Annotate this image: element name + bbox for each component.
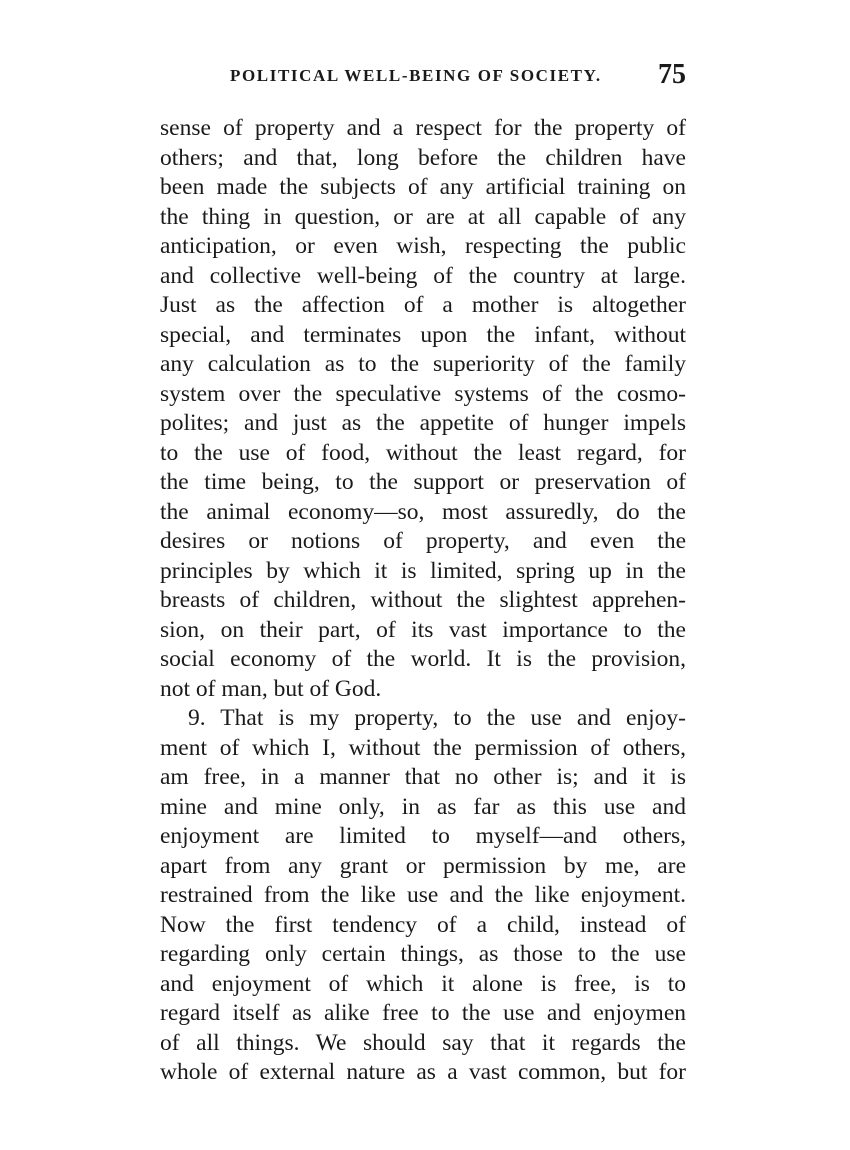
text-line: apart from any grant or permission by me, are <box>160 852 686 879</box>
text-line: Just as the affection of a mother is altogether <box>160 292 686 318</box>
text-line: restrained from the like use and the like enjoyment. <box>160 882 686 908</box>
text-line: system over the speculative systems of the cosmo- <box>160 380 686 407</box>
text-line: and collective well-being of the country at large. <box>160 262 686 289</box>
text-line: sion, on their part, of its vast importance to the <box>160 616 686 643</box>
text-line: the animal economy—so, most assuredly, do the <box>160 498 686 525</box>
paragraph-end-line: not of man, but of God. <box>160 675 382 702</box>
text-line: principles by which it is limited, spring up in the <box>160 557 686 584</box>
body-text <box>160 114 686 1088</box>
text-line: ment of which I, without the permission of others, <box>160 734 686 761</box>
text-line: any calculation as to the superiority of the family <box>160 351 686 377</box>
text-line: been made the subjects of any artificial training on <box>160 174 686 200</box>
text-line: polites; and just as the appetite of hunger impels <box>160 410 686 436</box>
text-line: the thing in question, or are at all capable of any <box>160 203 686 230</box>
text-line: and enjoyment of which it alone is free, is to <box>160 970 686 997</box>
text-line: sense of property and a respect for the property of <box>160 115 686 141</box>
text-line: to the use of food, without the least regard, for <box>160 439 686 466</box>
text-line: enjoyment are limited to myself—and others, <box>160 823 686 849</box>
running-title: POLITICAL WELL-BEING OF SOCIETY. <box>230 66 602 85</box>
text-line: am free, in a manner that no other is; and it is <box>160 764 686 790</box>
text-line: regarding only certain things, as those to the use <box>160 941 686 967</box>
text-line: special, and terminates upon the infant, without <box>160 321 686 348</box>
text-line: desires or notions of property, and even the <box>160 528 686 554</box>
text-line: whole of external nature as a vast common, but for <box>160 1059 686 1085</box>
page-number: 75 <box>658 59 686 90</box>
text-line: breasts of children, without the slightest apprehen- <box>160 587 686 613</box>
section-9-first-line: 9. That is my property, to the use and enjoy- <box>188 705 686 731</box>
text-line: the time being, to the support or preservation of <box>160 469 686 495</box>
text-line: mine and mine only, in as far as this use and <box>160 793 686 820</box>
text-line: regard itself as alike free to the use and enjoymen <box>160 1000 686 1026</box>
running-head <box>160 59 686 94</box>
text-line: anticipation, or even wish, respecting the public <box>160 233 686 259</box>
text-line: others; and that, long before the children have <box>160 144 686 171</box>
text-line: social economy of the world. It is the provision, <box>160 646 686 672</box>
text-line: of all things. We should say that it regards the <box>160 1029 686 1056</box>
text-line: Now the first tendency of a child, instead of <box>160 911 686 938</box>
